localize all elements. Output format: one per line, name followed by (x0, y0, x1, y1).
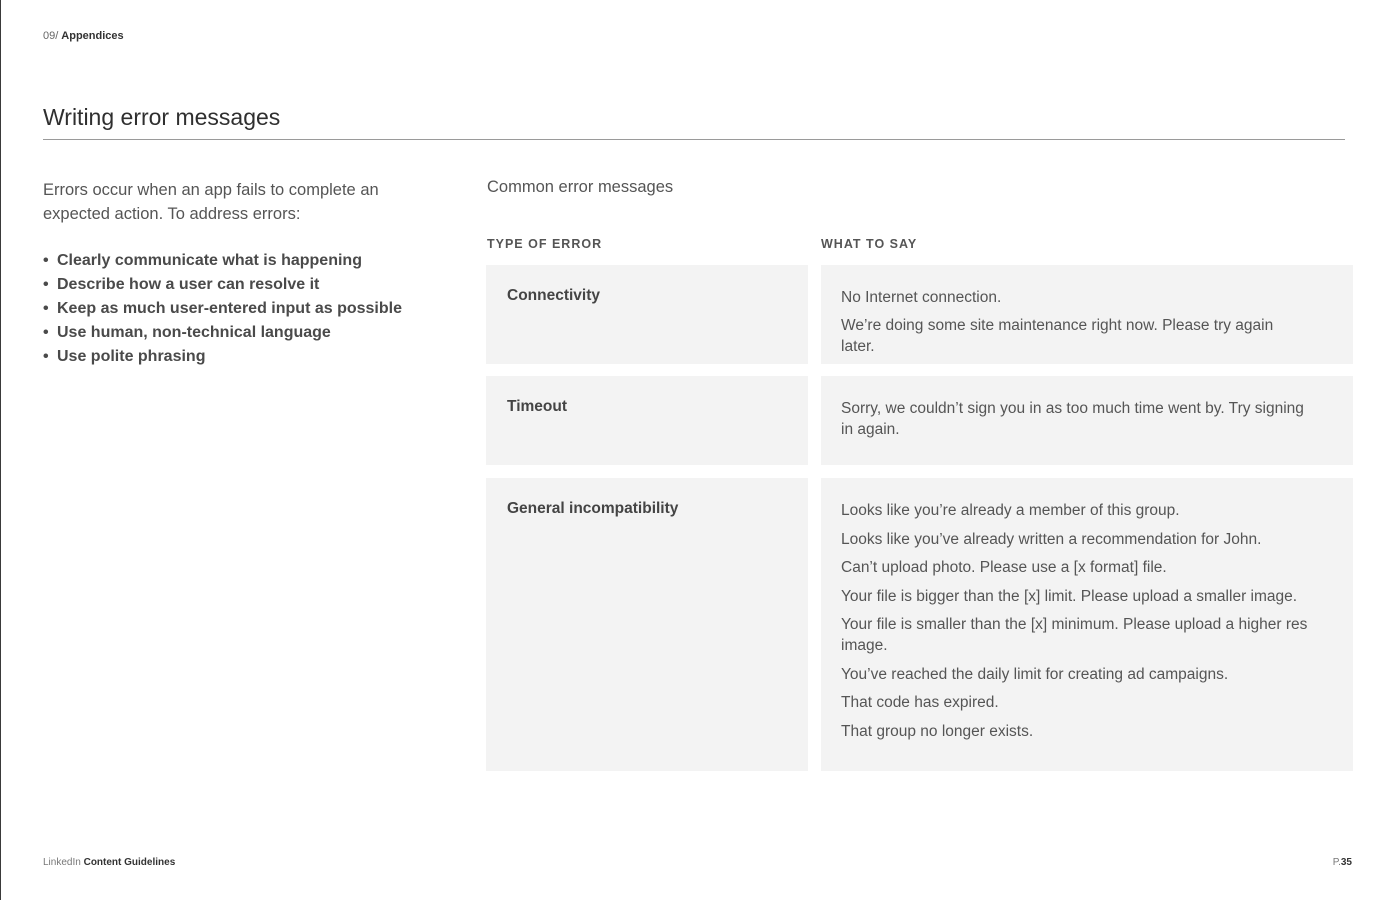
footer-doc-label (43, 857, 175, 868)
section-name: Appendices (61, 30, 124, 42)
footer-brand: LinkedIn (43, 857, 81, 868)
page-number-label (1333, 857, 1352, 868)
page-number: 35 (1340, 857, 1352, 868)
column-header-type: TYPE OF ERROR (487, 237, 603, 251)
error-message: Your file is bigger than the [x] limit. Please upload a smaller image. (841, 587, 1298, 605)
error-message: No Internet connection. (841, 289, 1002, 306)
error-message: That code has expired. (841, 694, 999, 711)
principle-item: • Use human, non-technical language (43, 321, 402, 345)
page-prefix: P. (1332, 857, 1341, 868)
error-message: Looks like you’ve already written a recommendation for John. (841, 530, 1262, 548)
error-message: Can’t upload photo. Please use a [x format] file. (841, 559, 1167, 576)
error-message: That group no longer exists. (841, 722, 1034, 740)
page-title: Writing error messages (43, 104, 281, 130)
error-type-cell: General incompatibility (486, 478, 808, 771)
principle-item: • Keep as much user-entered input as possible (43, 297, 402, 321)
error-message-cell (821, 478, 1353, 771)
section-number: 09/ (43, 30, 59, 42)
error-message-cell (821, 376, 1353, 465)
error-message: Looks like you’re already a member of this group. (841, 502, 1180, 519)
error-message: You’ve reached the daily limit for creating ad campaigns. (841, 665, 1229, 683)
error-message: Your file is smaller than the [x] minimum. Please upload a higher res image. (841, 616, 1308, 654)
error-message: Sorry, we couldn’t sign you in as too much time went by. Try signing in again. (841, 400, 1304, 438)
error-type-cell: Timeout (486, 376, 808, 465)
table-title: Common error messages (487, 178, 674, 196)
principle-item: • Clearly communicate what is happening (43, 249, 402, 273)
column-header-say: WHAT TO SAY (821, 237, 918, 251)
error-message-cell (821, 265, 1353, 364)
error-message: We’re doing some site maintenance right now. Please try again later. (841, 317, 1274, 355)
title-divider (43, 139, 1345, 140)
intro-text: Errors occur when an app fails to complete an expected action. To address errors: (43, 181, 379, 223)
section-header (43, 30, 124, 42)
principle-item: • Use polite phrasing (43, 345, 402, 369)
error-type-cell: Connectivity (486, 265, 808, 364)
footer-doc-name: Content Guidelines (83, 857, 176, 868)
principles-list (43, 249, 402, 369)
principle-item: • Describe how a user can resolve it (43, 273, 402, 297)
